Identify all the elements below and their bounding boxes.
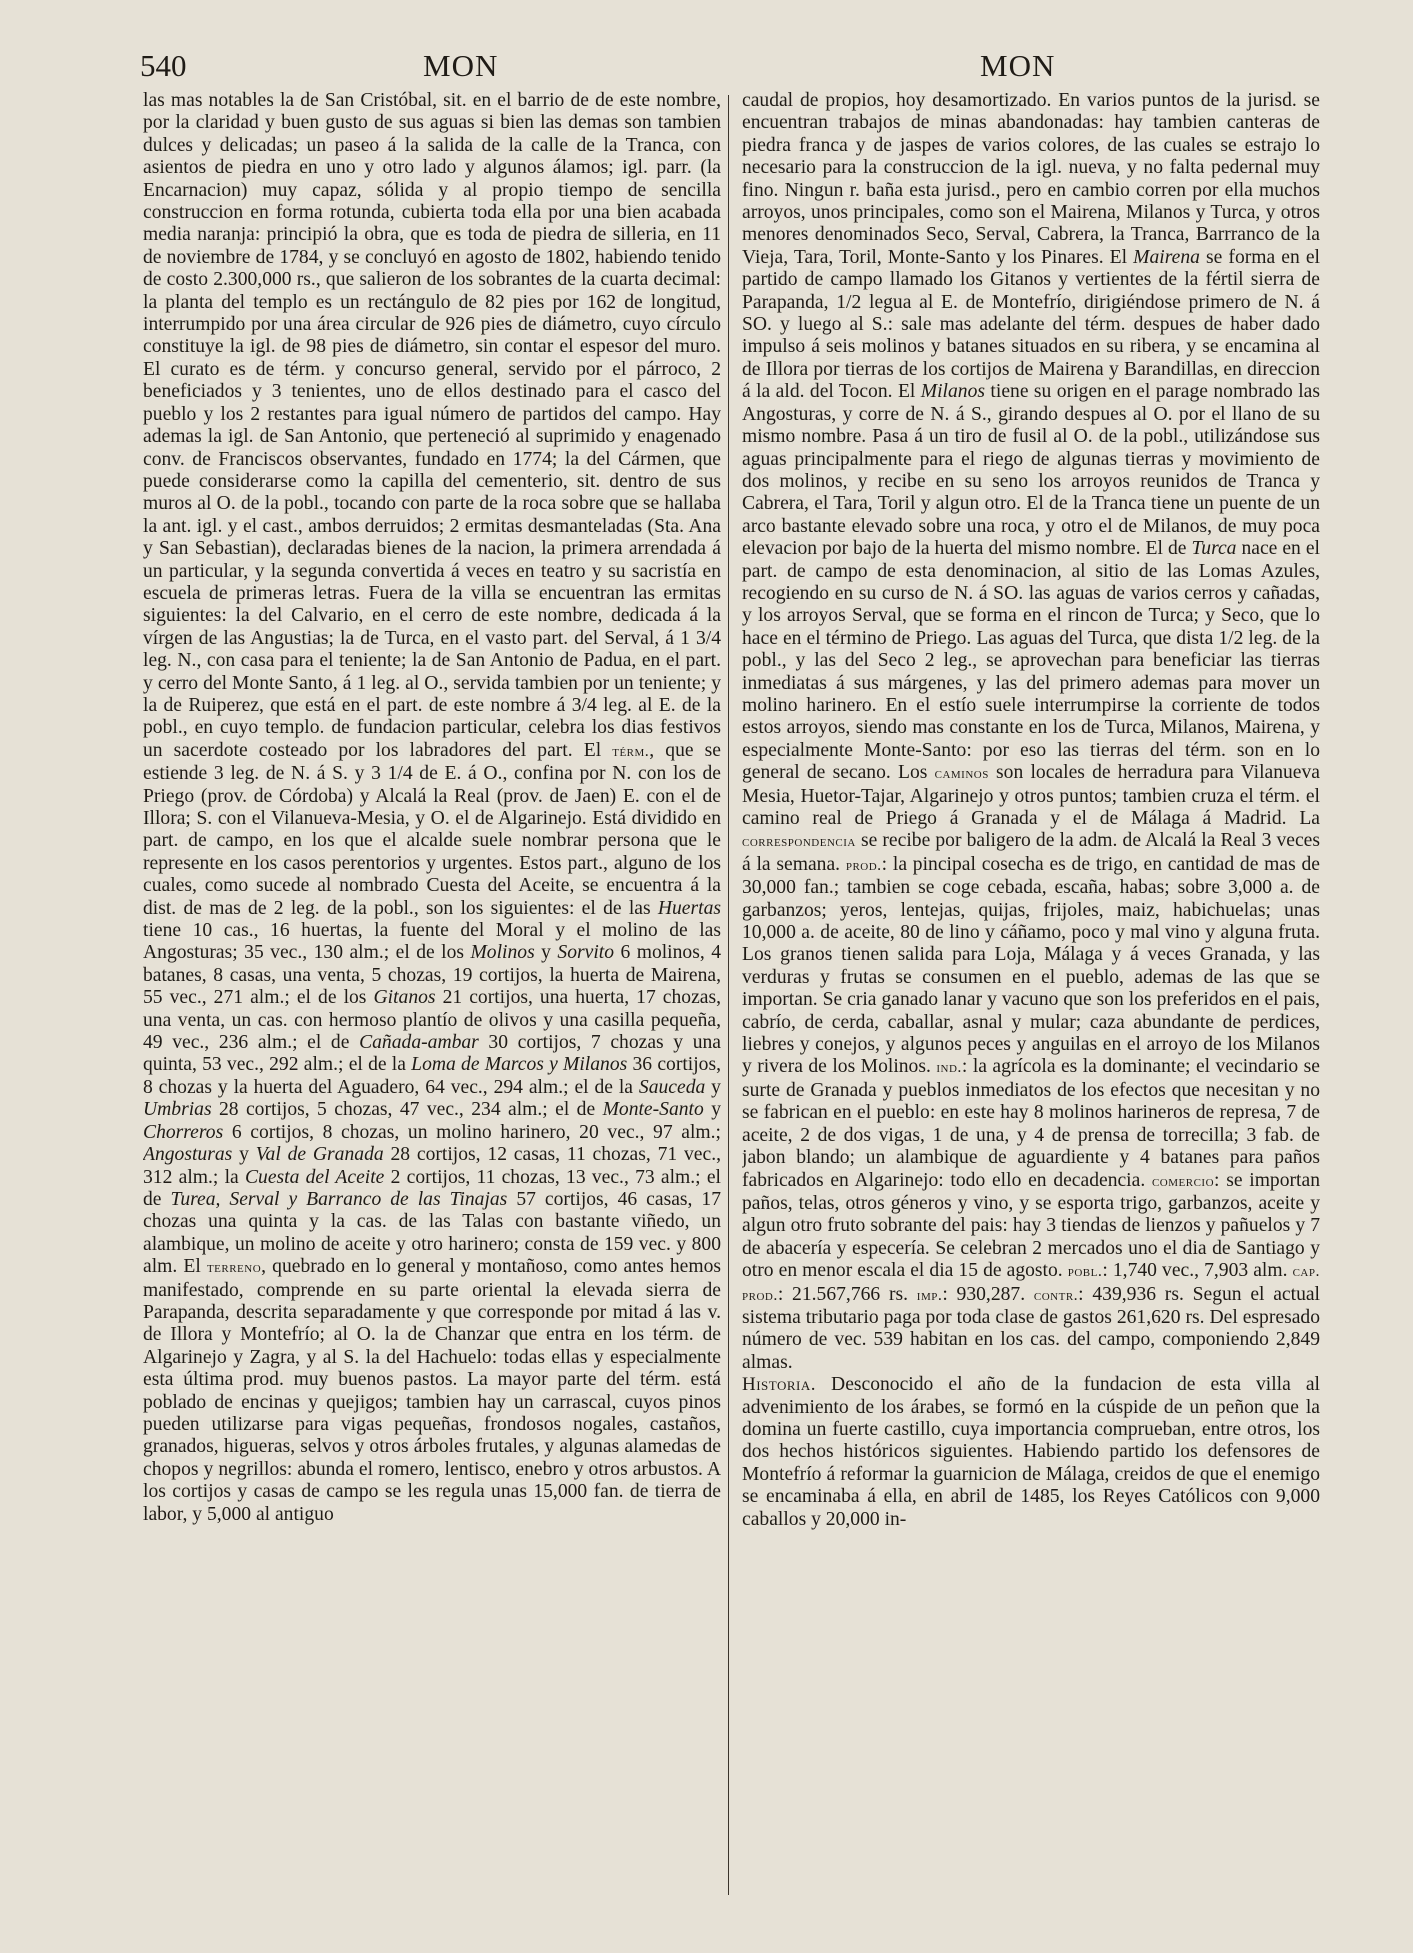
right-column <box>742 90 1320 1930</box>
comercio-section-label: comercio <box>1151 1172 1215 1190</box>
pobl-section-label: pobl. <box>1067 1263 1103 1281</box>
page-number: 540 <box>140 48 187 83</box>
right-column-text: caudal de propios, hoy desamortizado. En varios puntos de la jurisd. se encuentran trabajos de minas abandonadas: hay tambien canteras de piedra franca y de jaspes de varios colores, de las cuales se estrajo lo necesario para la construccion de la igl. nueva, y no falta pedernal muy fino. Ningun r. baña esta jurisd., pero en cambio corren por ella muchos arroyos, unos principales, como son el Mairena, Milanos y Turca, y otros menores denominados Seco, Serval, Cabrera, la Tranca, Barrranco de la Vieja, Tara, Toril, Monte-Santo y los Pinares. El Mairena se forma en el partido de campo llamado los Gitanos y vertientes de la fértil sierra de Parapanda, 1/2 legua al E. de Montefrío, dirigiéndose primero de N. á SO. y luego al S.: sale mas adelante del térm. despues de haber dado impulso á seis molinos y batanes situados en su ribera, y se encamina al de Illora por tierras de los cortijos de Mairena y Barandillas, en direccion á la ald. del Tocon. El Milanos tiene su origen en el parage nombrado las Angosturas, y corre de N. á S., girando despues al O. por el llano de su mismo nombre. Pasa á un tiro de fusil al O. de la pobl., utilizándose sus aguas principalmente para el riego de algunas tierras y movimiento de dos molinos, y recibe en su seno los arroyos reunidos de Tranca y Cabrera, el Tara, Toril y algun otro. El de la Tranca tiene un puente de un arco bastante elevado sobre una roca, y otro el de Milanos, de muy poca elevacion por bajo de la huerta del mismo nombre. El de Turca nace en el part. de campo de esta denominacion, al sitio de las Lomas Azules, recogiendo en su curso de N. á SO. las aguas de varios cerros y cañadas, y los arroyos Serval, que se forma en el rincon de Turca; y Seco, que lo hace en el término de Priego. Las aguas del Turca, que dista 1/2 leg. de la pobl., y las del Seco 2 leg., se aprovechan para beneficiar las tierras inmediatas á sus márgenes, y las del primero ademas para mover un molino harinero. En el estío suele interrumpirse la corriente de todos estos arroyos, siendo mas constante en los de Turca, Milanos, Mairena, y especialmente Monte-Santo: por eso las tierras del térm. son en lo general de secano. Los caminos son locales de herradura para Vilanueva Mesia, Huetor-Tajar, Algarinejo y otros puntos; tambien cruza el térm. el camino real de Priego á Granada y el de Málaga á Madrid. La correspondencia se recibe por baligero de la adm. de Alcalá la Real 3 veces á la semana. prod.: la pincipal cosecha es de trigo, en cantidad de mas de 30,000 fan.; tambien se coge cebada, escaña, habas; sobre 3,000 a. de garbanzos; yeros, lentejas, quijas, frijoles, maiz, habichuelas; unas 10,000 a. de aceite, 80 de lino y cáñamo, poco y mal vino y alguna fruta. Los granos tienen salida para Loja, Málaga y á veces Granada, y las verduras y frutas se consumen en el pueblo, ademas de las que se importan. Se cria ganado lanar y vacuno que son los preferidos en el pais, cabrío, de cerda, caballar, asnal y mular; caza abundante de perdices, liebres y conejos, y algunos peces y anguilas en el arroyo de los Milanos y rivera de los Molinos. ind.: la agrícola es la dominante; el vecindario se surte de Granada y pueblos inmediatos de los efectos que necesitan y no se fabrican en el pueblo: en este hay 8 molinos harineros de represa, 7 de aceite, 2 de dos vigas, 1 de una, y 4 de prensa de torrecilla; 3 fab. de jabon blando; un alambique de aguardiente y 4 batanes para paños fabricados en Algarinejo: todo ello en decadencia. comercio: se importan paños, telas, otros géneros y vino, y se esporta trigo, garbanzos, aceite y algun otro fruto sobrante del pais: hay 3 tiendas de lienzos y pañuelos y 7 de abacería y especería. Se celebran 2 mercados uno el dia de Santiago y otro en menor escala el dia 15 de agosto. pobl.: 1,740 vec., 7,903 alm. cap. prod.: 21.567,766 rs. imp.: 930,287. contr.: 439,936 rs. Segun el actual sistema tributario paga por toda clase de gastos 261,620 rs. Del espresado número de vec. 539 habitan en los cas. del campo, componiendo 2,849 almas. <box>742 90 1320 1373</box>
imp-section-label: imp. <box>916 1286 943 1304</box>
cap-prod-section-label: cap. prod. <box>742 1263 1320 1304</box>
running-header <box>140 48 1340 88</box>
left-column-text: las mas notables la de San Cristóbal, sit. en el barrio de de este nombre, por la claridad y buen gusto de sus aguas si bien las demas son tambien dulces y delicadas; un paseo á la salida de la calle de la Tranca, con asientos de piedra en uno y otro lado y algunos álamos; igl. parr. (la Encarnacion) muy capaz, sólida y al propio tiempo de sencilla construccion en forma rotunda, cubierta toda ella por una bien acabada media naranja: principió la obra, que es toda de piedra de silleria, en 11 de noviembre de 1784, y se concluyó en agosto de 1802, habiendo tenido de costo 2.300,000 rs., que salieron de los sobrantes de la cuarta decimal: la planta del templo es un rectángulo de 82 pies por 162 de longitud, interrumpido por una área circular de 926 pies de diámetro, cuyo círculo constituye la igl. de 98 pies de diámetro, sin contar el espesor del muro. El curato es de térm. y concurso general, servido por el párroco, 2 beneficiados y 3 tenientes, uno de ellos destinado para el casco del pueblo y los 2 restantes para igual número de partidos del campo. Hay ademas la igl. de San Antonio, que perteneció al suprimido y enagenado conv. de Franciscos observantes, fundado en 1774; la del Cármen, que puede considerarse como la capilla del cementerio, sit. dentro de sus muros al O. de la pobl., tocando con parte de la roca sobre que se hallaba la ant. igl. y el cast., ambos derruidos; 2 ermitas desmanteladas (Sta. Ana y San Sebastian), declaradas bienes de la nacion, la primera arrendada á un particular, y la segunda convertida á veces en teatro y su sacristía en escuela de primeras letras. Fuera de la villa se encuentran las ermitas siguientes: la del Calvario, en el cerro de este nombre, dedicada á la vírgen de las Angustias; la de Turca, en el vasto part. del Serval, á 1 3/4 leg. N., con casa para el teniente; la de San Antonio de Padua, en el part. y cerro del Monte Santo, á 1 leg. al O., servida tambien por un teniente; y la de Ruiperez, que está en el part. de este nombre á 3/4 leg. al E. de la pobl., en cuyo templo. de fundacion particular, celebra los dias festivos un sacerdote costeado por los labradores del part. El térm., que se estiende 3 leg. de N. á S. y 3 1/4 de E. á O., confina por N. con los de Priego (prov. de Córdoba) y Alcalá la Real (prov. de Jaen) E. con el de Illora; S. con el Vilanueva-Mesia, y O. el de Algarinejo. Está dividido en part. de campo, en los que el alcalde suele nombrar persona que le represente en los casos perentorios y urgentes. Estos part., alguno de los cuales, como sucede al nombrado Cuesta del Aceite, se encuentra á la dist. de mas de 2 leg. de la pobl., son los siguientes: el de las Huertas tiene 10 cas., 16 huertas, la fuente del Moral y el molino de las Angosturas; 35 vec., 130 alm.; el de los Molinos y Sorvito 6 molinos, 4 batanes, 8 casas, una venta, 5 chozas, 19 cortijos, la huerta de Mairena, 55 vec., 271 alm.; el de los Gitanos 21 cortijos, una huerta, 17 chozas, una venta, un cas. con hermoso plantío de olivos y una casilla pequeña, 49 vec., 236 alm.; el de Cañada-ambar 30 cortijos, 7 chozas y una quinta, 53 vec., 292 alm.; el de la Loma de Marcos y Milanos 36 cortijos, 8 chozas y la huerta del Aguadero, 64 vec., 294 alm.; el de la Sauceda y Umbrias 28 cortijos, 5 chozas, 47 vec., 234 alm.; el de Monte-Santo y Chorreros 6 cortijos, 8 chozas, un molino harinero, 20 vec., 97 alm.; Angosturas y Val de Granada 28 cortijos, 12 casas, 11 chozas, 71 vec., 312 alm.; la Cuesta del Aceite 2 cortijos, 11 chozas, 13 vec., 73 alm.; el de Turea, Serval y Barranco de las Tinajas 57 cortijos, 46 casas, 17 chozas una quinta y la cas. de las Talas con bastante viñedo, un alambique, un molino de aceite y otro harinero; consta de 159 vec. y 800 alm. El terreno, quebrado en lo general y montañoso, como antes hemos manifestado, comprende en su parte oriental la elevada sierra de Parapanda, descrita separadamente y que corresponde por mitad á las v. de Illora y Montefrío; al O. la de Chanzar que entra en los térm. de Algarinejo y Zagra, y al S. la del Hachuelo: todas ellas y especialmente esta última prod. muy buenos pastos. La mayor parte del térm. está poblado de encinas y quejigos; tambien hay un carrascal, cuyos pinos pueden utilizarse para vigas pequeñas, frondosos nogales, castaños, granados, higueras, selvos y otros árboles frutales, y algunas alamedas de chopos y negrillos: abunda el romero, lentisco, enebro y otros arbustos. A los cortijos y casas de campo se les regula unas 15,000 fan. de tierra de labor, y 5,000 al antiguo <box>143 90 721 1525</box>
right-running-head: MON <box>980 48 1056 83</box>
left-column <box>143 90 721 1930</box>
left-running-head: MON <box>423 48 499 83</box>
ind-section-label: ind. <box>936 1059 962 1077</box>
term-section-label: térm. <box>612 742 650 760</box>
column-divider <box>728 95 729 1895</box>
caminos-section-label: caminos <box>934 765 989 783</box>
historia-section-label: Historia. <box>742 1374 817 1396</box>
terreno-section-label: terreno <box>206 1259 262 1277</box>
prod-section-label: prod. <box>845 856 882 874</box>
contr-section-label: contr. <box>1033 1286 1079 1304</box>
historia-paragraph: Historia. Desconocido el año de la fundacion de esta villa al advenimiento de los árabes, se formó en la cúspide de un peñon que la domina un fuerte castillo, cuya importancia comprueban, entre otros, los dos hechos históricos siguientes. Habiendo partido los defensores de Montefrío á reformar la guarnicion de Málaga, creidos de que el enemigo se encaminaba á ella, en abril de 1485, los Reyes Católicos con 9,000 caballos y 20,000 in- <box>742 1374 1320 1530</box>
correspondencia-section-label: correspondencia <box>742 833 856 851</box>
